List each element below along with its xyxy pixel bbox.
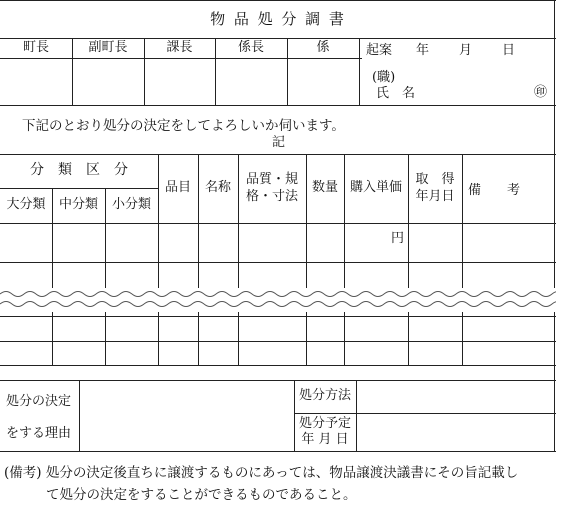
approval-vline [287,38,288,105]
approval-vline [215,38,216,105]
approval-vline [359,38,360,105]
table-vline [306,154,307,365]
drafting-month: 月 [459,42,473,58]
row-divider [0,262,556,263]
omission-break [0,288,556,312]
approval-cell-unit-chief: 係長 [237,39,264,55]
reason-vline [79,380,80,452]
table-vline [408,154,409,365]
table-vline [344,154,345,365]
header-quality-line2: 格・寸法 [245,188,298,204]
wavy-break-lines [0,288,556,312]
subheader-small: 小分類 [111,197,151,213]
drafting-year: 年 [416,42,430,58]
classification-header: 分 類 区 分 [30,162,128,179]
header-quality [238,154,306,223]
header-item: 品目 [164,180,191,196]
drafting-day: 日 [502,42,516,58]
table-vline [238,154,239,365]
approval-vline [144,38,145,105]
request-text: 下記のとおり処分の決定をしてよろしいか伺います。 [22,118,345,134]
header-acquisition-date [408,154,462,223]
row-divider [0,223,556,224]
row-divider [0,316,556,317]
position-label: (職) [372,70,396,85]
approval-vline [72,38,73,105]
drafting-row [362,38,552,58]
reason-label-line1: 処分の決定 [6,394,72,409]
document-title: 物 品 処 分 調 書 [210,9,346,28]
approval-cell-staff: 係 [316,39,330,55]
note-line-2: て処分の決定をすることができるものであること。 [46,487,357,503]
approval-cell-deputy-mayor: 副町長 [88,39,128,55]
unit-yen: 円 [391,231,405,246]
reason-label-line2: をする理由 [6,426,72,441]
header-quality-line1: 品質・規 [245,172,298,188]
drafting-label: 起案 [366,42,393,58]
disposal-date-line2: 年 月 日 [301,432,349,447]
table-vline [158,154,159,365]
subheader-medium: 中分類 [58,197,98,213]
approval-cell-section-chief: 課長 [166,39,193,55]
header-unit-price: 購入単価 [349,180,402,196]
name-label: 氏 名 [376,86,416,101]
disposal-date-line1: 処分予定 [298,415,351,431]
approval-header-divider [0,58,362,59]
row-divider [0,365,556,366]
seal-mark: ㊞ [534,85,548,100]
reason-vline [356,380,357,452]
ki-label: 記 [272,135,286,150]
approval-cell-mayor: 町長 [22,39,49,55]
disposal-method-label: 処分方法 [298,388,351,404]
table-vline [52,188,53,365]
approval-bottom-divider [0,105,556,106]
disposal-date-label [294,413,356,451]
header-quantity: 数量 [311,180,338,196]
note-line-1: (備考) 処分の決定後直ちに譲渡するものにあっては、物品譲渡決議書にその旨記載し [4,465,519,481]
row-divider [0,341,556,342]
frame-right [554,0,555,452]
header-acq-line2: 年月日 [415,188,455,204]
header-name: 名称 [204,180,231,196]
frame-bottom [0,451,556,452]
header-remarks: 備 考 [468,183,521,198]
header-acq-line1: 取 得 [415,172,455,188]
table-vline [462,154,463,365]
table-vline [198,154,199,365]
subheader-large: 大分類 [6,197,46,213]
table-vline [105,188,106,365]
reason-top [0,380,556,381]
